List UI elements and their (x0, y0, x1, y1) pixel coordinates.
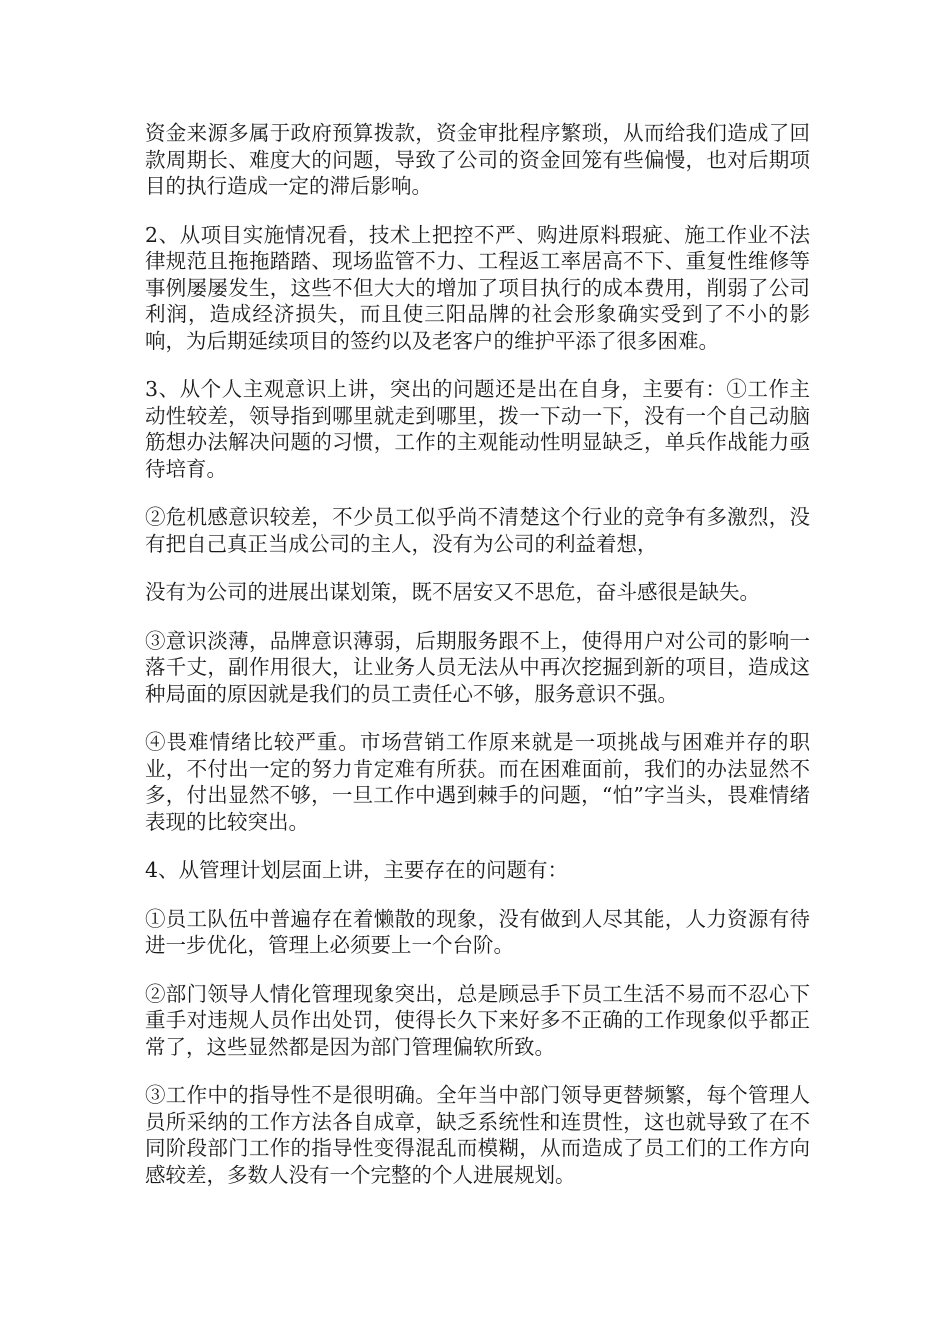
document-body (145, 120, 810, 1210)
paragraph-no-planning: 没有为公司的进展出谋划策，既不居安又不思危，奋斗感很是缺失。 (145, 580, 760, 604)
paragraph-soft-management: ②部门领导人情化管理现象突出，总是顾忌手下员工生活不易而不忍心下重手对违规人员作出处罚，使得长久下来好多不正确的工作现象似乎都正常了，这些显然都是因为部门管理偏软所致。 (145, 981, 810, 1059)
paragraph-staff-laziness: ①员工队伍中普遍存在着懒散的现象，没有做到人尽其能，人力资源有待进一步优化，管理上必须要上一个台阶。 (145, 906, 810, 957)
paragraph-crisis-awareness: ②危机感意识较差，不少员工似乎尚不清楚这个行业的竞争有多激烈，没有把自己真正当成公司的主人，没有为公司的利益着想， (145, 505, 810, 556)
paragraph-brand-awareness: ③意识淡薄，品牌意识薄弱，后期服务跟不上，使得用户对公司的影响一落千丈，副作用很大，让业务人员无法从中再次挖掘到新的项目，造成这种局面的原因就是我们的员工责任心不够，服务意识不强。 (145, 628, 810, 706)
paragraph-fear-of-difficulty: ④畏难情绪比较严重。市场营销工作原来就是一项挑战与困难并存的职业，不付出一定的努力肯定难有所获。而在困难面前，我们的办法显然不多，付出显然不够，一旦工作中遇到棘手的问题，“怕”字当头，畏难情绪表现的比较突出。 (145, 730, 810, 834)
paragraph-funding-source: 资金来源多属于政府预算拨款，资金审批程序繁琐，从而给我们造成了回款周期长、难度大的问题，导致了公司的资金回笼有些偏慢，也对后期项目的执行造成一定的滞后影响。 (145, 121, 810, 198)
paragraph-unclear-guidance: ③工作中的指导性不是很明确。全年当中部门领导更替频繁，每个管理人员所采纳的工作方法各自成章，缺乏系统性和连贯性，这也就导致了在不同阶段部门工作的指导性变得混乱而模糊，从而造成了员工们的工作方向感较差，多数人没有一个完整的个人进展规划。 (145, 1083, 810, 1187)
paragraph-personal-awareness: 3、从个人主观意识上讲，突出的问题还是出在自身，主要有：①工作主动性较差，领导指到哪里就走到哪里，拨一下动一下，没有一个自己动脑筋想办法解决问题的习惯，工作的主观能动性明显缺乏，单兵作战能力亟待培育。 (145, 377, 810, 481)
paragraph-management-heading: 4、从管理计划层面上讲，主要存在的问题有： (145, 858, 569, 882)
paragraph-project-implementation: 2、从项目实施情况看，技术上把控不严、购进原料瑕疵、施工作业不法律规范且拖拖踏踏、现场监管不力、工程返工率居高不下、重复性维修等事例屡屡发生，这些不但大大的增加了项目执行的成本费用，削弱了公司利润，造成经济损失，而且使三阳品牌的社会形象确实受到了不小的影响，为后期延续项目的签约以及老客户的维护平添了很多困难。 (145, 222, 810, 353)
